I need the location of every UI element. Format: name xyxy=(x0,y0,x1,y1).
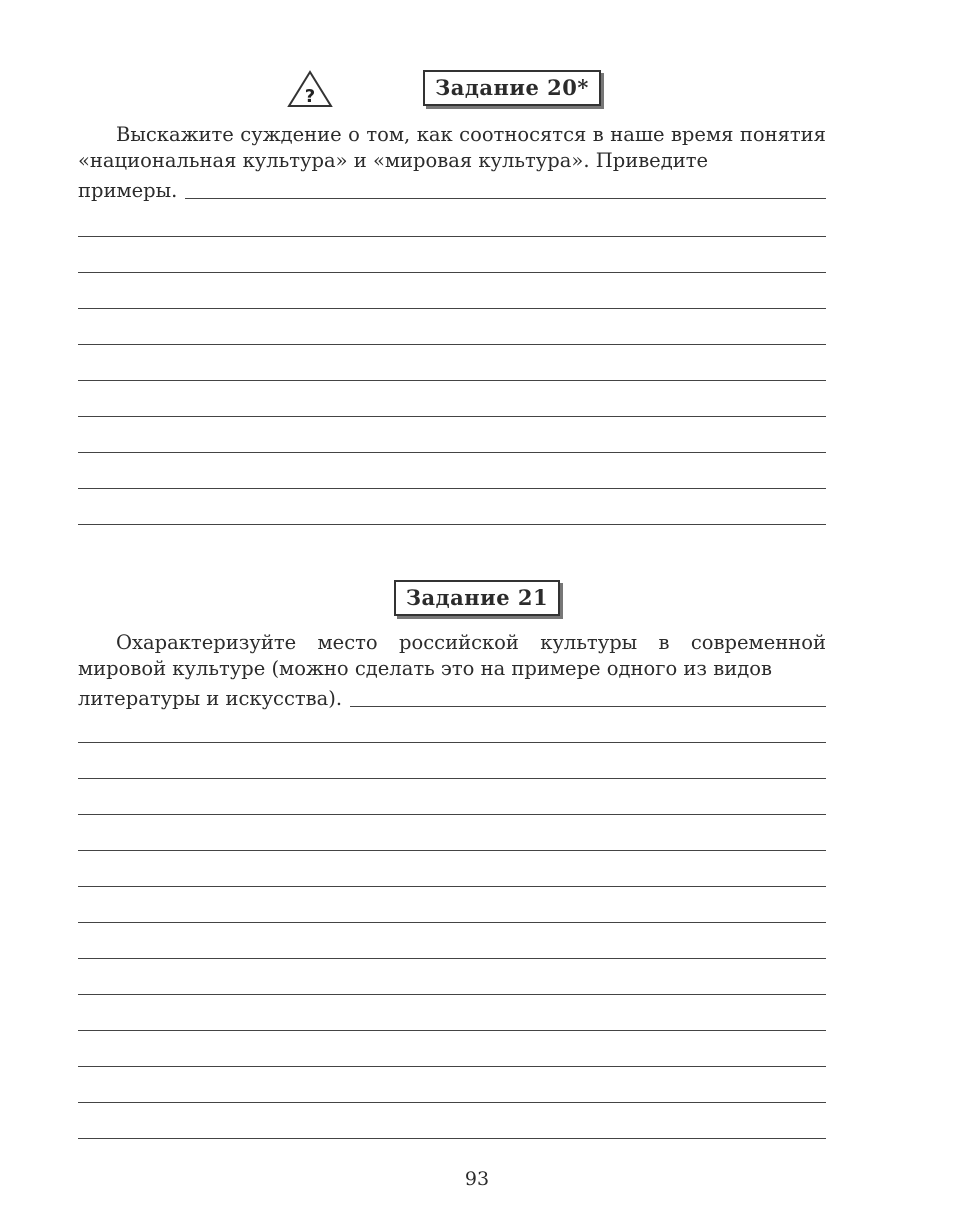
answer-line[interactable] xyxy=(78,814,826,815)
task-21-title: Задание 21 xyxy=(394,580,560,616)
answer-line[interactable] xyxy=(78,272,826,273)
answer-line[interactable] xyxy=(78,958,826,959)
answer-line[interactable] xyxy=(185,197,826,199)
task-21-prompt-last-line xyxy=(78,686,826,712)
answer-line[interactable] xyxy=(350,705,826,707)
answer-line[interactable] xyxy=(78,524,826,525)
task-21-prompt-tail: литературы и искусства). xyxy=(78,687,343,710)
task-20-title: Задание 20* xyxy=(423,70,601,106)
answer-line[interactable] xyxy=(78,1102,826,1103)
answer-line[interactable] xyxy=(78,1138,826,1139)
answer-line[interactable] xyxy=(78,850,826,851)
answer-line[interactable] xyxy=(78,1066,826,1067)
page-number: 93 xyxy=(464,1168,490,1190)
answer-line[interactable] xyxy=(78,416,826,417)
answer-line[interactable] xyxy=(78,380,826,381)
task-20-prompt-last-line xyxy=(78,178,826,204)
question-mark: ? xyxy=(304,86,316,107)
answer-line[interactable] xyxy=(78,452,826,453)
answer-line[interactable] xyxy=(78,742,826,743)
answer-line[interactable] xyxy=(78,344,826,345)
answer-line[interactable] xyxy=(78,778,826,779)
answer-line[interactable] xyxy=(78,1030,826,1031)
task-20-prompt-tail: примеры. xyxy=(78,179,178,202)
task-21-header xyxy=(0,580,954,616)
answer-line[interactable] xyxy=(78,236,826,237)
answer-line[interactable] xyxy=(78,308,826,309)
answer-line[interactable] xyxy=(78,994,826,995)
task-20-header xyxy=(0,70,954,106)
answer-line[interactable] xyxy=(78,488,826,489)
answer-line[interactable] xyxy=(78,886,826,887)
task-21-prompt: Охарактеризуйте место российской культуры в современной мировой культуре (можно сделать это на примере одного из видов xyxy=(78,631,826,680)
answer-line[interactable] xyxy=(78,922,826,923)
task-20-prompt: Выскажите суждение о том, как соотносятся в наше время понятия «национальная культура» и «мировая культура». Приведите xyxy=(78,123,826,172)
